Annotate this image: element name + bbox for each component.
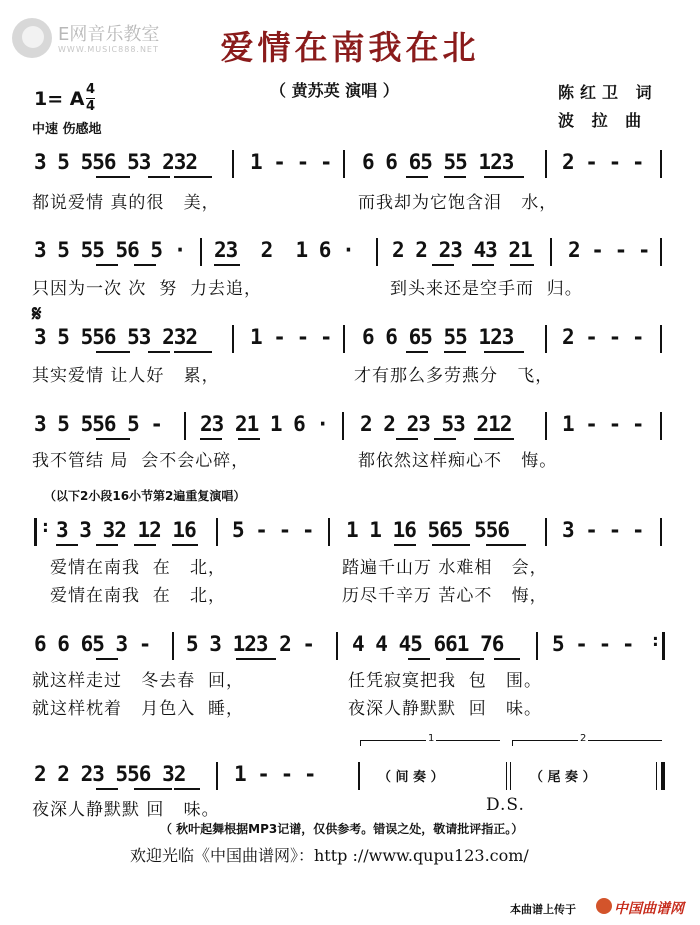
measure: 6 6 65 55 123 — [362, 150, 514, 174]
underline — [134, 788, 172, 790]
volta-bracket-end — [512, 740, 513, 746]
barline — [342, 412, 344, 440]
measure: 1 1 16 565 556 — [346, 518, 510, 542]
underline — [174, 788, 200, 790]
barline — [660, 325, 662, 353]
welcome-link[interactable]: 欢迎光临《中国曲谱网》：http ://www.qupu123.com/ — [130, 846, 529, 865]
outro-label: （ 尾 奏 ） — [530, 770, 596, 785]
time-signature — [86, 83, 95, 114]
tempo-marking: 中速 伤感地 — [32, 122, 102, 137]
measure: 1 - - - — [250, 150, 332, 174]
transcription-note: （ 秋叶起舞根据MP3记谱，仅供参考。错误之处，敬请批评指正。） — [160, 822, 524, 836]
underline — [96, 264, 118, 266]
brand-logo-icon — [596, 898, 612, 914]
repeat-dots: : — [650, 630, 660, 651]
singer: （ 黄苏英 演唱 ） — [270, 81, 399, 100]
measure: 2 2 23 53 212 — [360, 412, 512, 436]
double-barline — [510, 762, 511, 790]
lyricist: 陈红卫 词 — [558, 83, 658, 102]
lyric-line: 都说爱情 真的很 美， — [32, 193, 220, 213]
measure: 4 4 45 661 76 — [352, 632, 504, 656]
barline — [550, 238, 552, 266]
underline — [238, 438, 260, 440]
measure: 2 - - - — [562, 325, 644, 349]
measure: 2 2 23 556 32 — [34, 762, 186, 786]
underline — [148, 351, 170, 353]
barline — [216, 518, 218, 546]
brand-name[interactable]: 中国曲谱网 — [614, 901, 684, 917]
lyric-line: 就这样走过 冬去春 回， — [32, 671, 245, 691]
underline — [446, 658, 484, 660]
barline — [545, 412, 547, 440]
barline — [184, 412, 186, 440]
barline — [660, 238, 662, 266]
repeat-start-barline — [34, 518, 37, 546]
underline — [96, 351, 130, 353]
barline — [172, 632, 174, 660]
underline — [494, 658, 520, 660]
repeat-dots: : — [40, 516, 50, 537]
barline — [216, 762, 218, 790]
underline — [474, 438, 514, 440]
underline — [148, 176, 170, 178]
measure: 23 2 1 6 · — [214, 238, 354, 262]
underline — [96, 176, 130, 178]
lyric-line: 我不管结 局 会不会心碎， — [32, 451, 250, 471]
underline — [96, 438, 130, 440]
measure: 1 - - - — [234, 762, 316, 786]
measure: 2 - - - — [568, 238, 650, 262]
watermark-url: WWW.MUSIC888.NET — [58, 45, 159, 54]
underline — [394, 544, 416, 546]
measure: 3 3 32 12 16 — [56, 518, 196, 542]
underline — [432, 544, 470, 546]
volta-1-number: 1 — [428, 733, 435, 744]
lyric-line: 其实爱情 让人好 累， — [32, 366, 220, 386]
underline — [484, 176, 524, 178]
underline — [396, 438, 418, 440]
underline — [56, 544, 78, 546]
barline — [660, 150, 662, 178]
underline — [214, 264, 240, 266]
barline — [328, 518, 330, 546]
barline — [536, 632, 538, 660]
underline — [432, 264, 454, 266]
volta-bracket-end — [360, 740, 361, 746]
underline — [174, 176, 212, 178]
time-signature-top: 4 — [86, 82, 96, 97]
uploaded-label: 本曲谱上传于 — [510, 903, 576, 916]
barline — [336, 632, 338, 660]
repeat-end-barline — [662, 632, 665, 660]
barline — [660, 412, 662, 440]
volta-2-number: 2 — [580, 733, 587, 744]
barline — [232, 325, 234, 353]
measure: 3 - - - — [562, 518, 644, 542]
measure: 1 - - - — [250, 325, 332, 349]
measure: 5 - - - — [232, 518, 314, 542]
lyric-line: 爱情在南我 在 北， — [50, 586, 227, 606]
underline — [472, 264, 494, 266]
underline — [96, 658, 118, 660]
key-signature: 1= A — [34, 88, 85, 110]
segno-icon: 𝄋 — [32, 302, 42, 327]
barline — [200, 238, 202, 266]
underline — [486, 544, 526, 546]
underline — [134, 264, 156, 266]
underline — [172, 544, 198, 546]
lyric-line: 踏遍千山万 水难相 会， — [342, 558, 548, 578]
final-barline — [661, 762, 665, 790]
double-barline — [506, 762, 507, 790]
measure: 3 5 556 5 - — [34, 412, 163, 436]
measure: 2 2 23 43 21 — [392, 238, 532, 262]
underline — [134, 544, 156, 546]
barline — [545, 150, 547, 178]
lyric-line: 就这样枕着 月色入 睡， — [32, 699, 245, 719]
lyric-line: 夜深人静默默 回 味。 — [348, 699, 543, 719]
underline — [406, 351, 428, 353]
song-title: 爱情在南我在北 — [220, 28, 480, 67]
lyric-line: 才有那么多劳燕分 飞， — [354, 366, 554, 386]
barline — [358, 762, 360, 790]
underline — [96, 788, 118, 790]
final-barline — [656, 762, 657, 790]
measure: 1 - - - — [562, 412, 644, 436]
underline — [434, 438, 456, 440]
barline — [376, 238, 378, 266]
measure: 6 6 65 55 123 — [362, 325, 514, 349]
barline — [545, 518, 547, 546]
measure: 3 5 556 53 232 — [34, 150, 198, 174]
repeat-instruction: （以下2小段16小节第2遍重复演唱） — [44, 489, 246, 503]
underline — [408, 658, 430, 660]
underline — [406, 176, 428, 178]
lyric-line: 而我却为它饱含泪 水， — [358, 193, 558, 213]
interlude-label: （ 间 奏 ） — [378, 770, 444, 785]
lyric-line: 都依然这样痴心不 悔。 — [358, 451, 558, 471]
lyric-line: 夜深人静默默 回 味。 — [32, 800, 220, 820]
composer: 波 拉 曲 — [558, 111, 648, 130]
underline — [444, 176, 466, 178]
ds-marking: D.S. — [486, 795, 525, 815]
lyric-line: 只因为一次 次 努 力去追， — [32, 279, 263, 299]
measure: 3 5 556 53 232 — [34, 325, 198, 349]
underline — [200, 438, 222, 440]
underline — [510, 264, 534, 266]
barline — [660, 518, 662, 546]
time-signature-bottom: 4 — [86, 99, 96, 114]
barline — [232, 150, 234, 178]
watermark-site: E网音乐教室 — [58, 24, 160, 45]
underline — [96, 544, 118, 546]
underline — [174, 351, 212, 353]
lyric-line: 爱情在南我 在 北， — [50, 558, 227, 578]
measure: 3 5 55 56 5 · — [34, 238, 186, 262]
lyric-line: 任凭寂寞把我 包 围。 — [348, 671, 543, 691]
barline — [343, 150, 345, 178]
lyric-line: 到头来还是空手而 归。 — [390, 279, 583, 299]
measure: 23 21 1 6 · — [200, 412, 329, 436]
lyric-line: 历尽千辛万 苦心不 悔， — [342, 586, 548, 606]
underline — [236, 658, 276, 660]
barline — [545, 325, 547, 353]
measure: 2 - - - — [562, 150, 644, 174]
underline — [444, 351, 466, 353]
measure: 6 6 65 3 - — [34, 632, 151, 656]
barline — [343, 325, 345, 353]
measure: 5 3 123 2 - — [186, 632, 315, 656]
underline — [484, 351, 524, 353]
measure: 5 - - - — [552, 632, 634, 656]
